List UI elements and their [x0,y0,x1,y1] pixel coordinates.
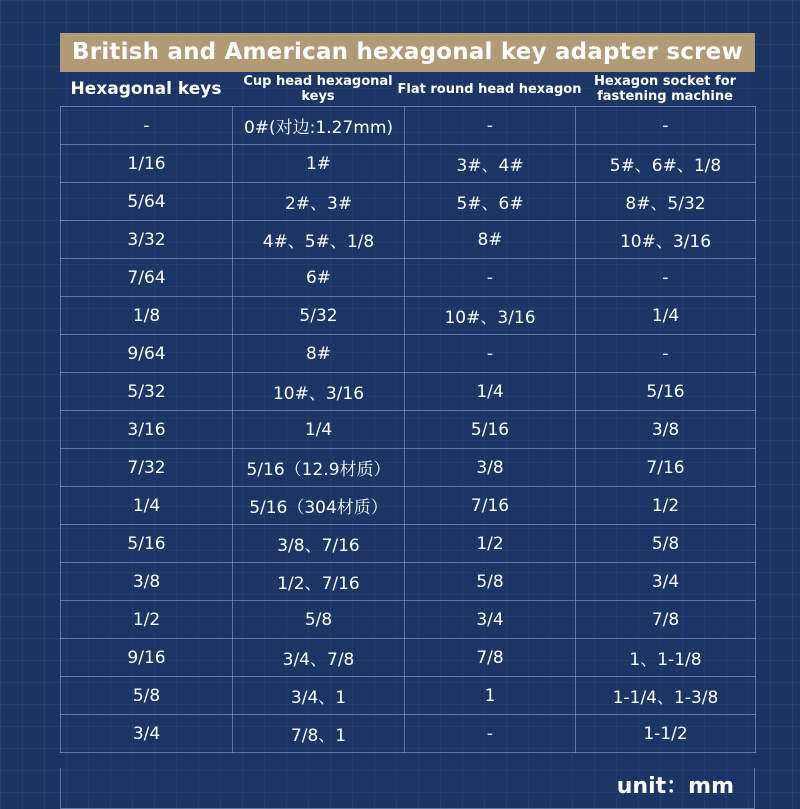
cell-flat-round: 5/16 [405,411,576,449]
cell-hex-key: 9/64 [61,335,233,373]
cell-flat-round: - [405,715,576,753]
header-hexagonal-keys: Hexagonal keys [70,78,222,99]
cell-socket: 7/16 [576,449,756,487]
cell-flat-round: 8# [405,221,576,259]
cell-socket: - [576,107,756,145]
table-row [61,335,756,373]
cell-cup-head: 2#、3# [233,183,405,221]
cell-flat-round: 3#、4# [405,145,576,183]
table-row [61,373,756,411]
table-row [61,449,756,487]
cell-cup-head: 1/4 [233,411,405,449]
cell-hex-key: 9/16 [61,639,233,677]
cell-flat-round: 1/2 [405,525,576,563]
cell-flat-round: 1/4 [405,373,576,411]
cell-hex-key: 3/4 [61,715,233,753]
table-row [61,183,756,221]
table-row [61,259,756,297]
header-cup-head: Cup head hexagonal keys [243,74,393,104]
cell-socket: 1/2 [576,487,756,525]
cell-cup-head: 3/4、7/8 [233,639,405,677]
cell-hex-key: 1/8 [61,297,233,335]
header-flat-round-head: Flat round head hexagon [397,81,582,97]
cell-socket: 10#、3/16 [576,221,756,259]
cell-cup-head: 6# [233,259,405,297]
cell-hex-key: - [61,107,233,145]
cell-flat-round: 3/8 [405,449,576,487]
table-title: British and American hexagonal key adapter screw [60,33,755,72]
cell-flat-round: 10#、3/16 [405,297,576,335]
cell-cup-head: 0#(对边:1.27mm) [233,107,405,145]
cell-cup-head: 5/8 [233,601,405,639]
cell-socket: - [576,335,756,373]
cell-socket: 1-1/4、1-3/8 [576,677,756,715]
cell-flat-round: - [405,107,576,145]
cell-hex-key: 1/4 [61,487,233,525]
table-header-row [60,72,755,106]
cell-flat-round: 7/16 [405,487,576,525]
cell-hex-key: 1/2 [61,601,233,639]
cell-cup-head: 5/16（304材质） [233,487,405,525]
cell-socket: 3/4 [576,563,756,601]
table-row [61,563,756,601]
cell-socket: 8#、5/32 [576,183,756,221]
table-row [61,145,756,183]
table-footer-row [60,768,755,809]
cell-flat-round: - [405,259,576,297]
cell-cup-head: 5/32 [233,297,405,335]
cell-flat-round: 7/8 [405,639,576,677]
cell-socket: 5#、6#、1/8 [576,145,756,183]
cell-cup-head: 4#、5#、1/8 [233,221,405,259]
cell-socket: - [576,259,756,297]
cell-cup-head: 8# [233,335,405,373]
cell-socket: 5/16 [576,373,756,411]
cell-cup-head: 1# [233,145,405,183]
cell-hex-key: 5/64 [61,183,233,221]
cell-hex-key: 5/8 [61,677,233,715]
cell-socket: 1、1-1/8 [576,639,756,677]
cell-cup-head: 10#、3/16 [233,373,405,411]
header-socket-fastening: Hexagon socket for fastening machine [593,74,737,104]
cell-flat-round: 1 [405,677,576,715]
cell-cup-head: 5/16（12.9材质） [233,449,405,487]
adapter-table [60,106,756,753]
cell-hex-key: 5/16 [61,525,233,563]
table-row [61,411,756,449]
table-row [61,221,756,259]
table-row [61,525,756,563]
cell-socket: 5/8 [576,525,756,563]
cell-hex-key: 5/32 [61,373,233,411]
cell-socket: 3/8 [576,411,756,449]
cell-cup-head: 3/8、7/16 [233,525,405,563]
cell-flat-round: 5#、6# [405,183,576,221]
table-row [61,639,756,677]
cell-cup-head: 7/8、1 [233,715,405,753]
table-row [61,677,756,715]
table-row [61,601,756,639]
table-row [61,487,756,525]
cell-flat-round: 5/8 [405,563,576,601]
table-row [61,715,756,753]
adapter-table-sheet [60,33,755,800]
cell-hex-key: 1/16 [61,145,233,183]
table-row [61,107,756,145]
cell-cup-head: 1/2、7/16 [233,563,405,601]
cell-socket: 7/8 [576,601,756,639]
cell-cup-head: 3/4、1 [233,677,405,715]
table-row [61,297,756,335]
cell-hex-key: 3/8 [61,563,233,601]
cell-flat-round: - [405,335,576,373]
cell-socket: 1/4 [576,297,756,335]
cell-hex-key: 7/32 [61,449,233,487]
cell-hex-key: 7/64 [61,259,233,297]
cell-hex-key: 3/32 [61,221,233,259]
unit-label: unit：mm [616,774,734,799]
cell-flat-round: 3/4 [405,601,576,639]
cell-hex-key: 3/16 [61,411,233,449]
cell-socket: 1-1/2 [576,715,756,753]
